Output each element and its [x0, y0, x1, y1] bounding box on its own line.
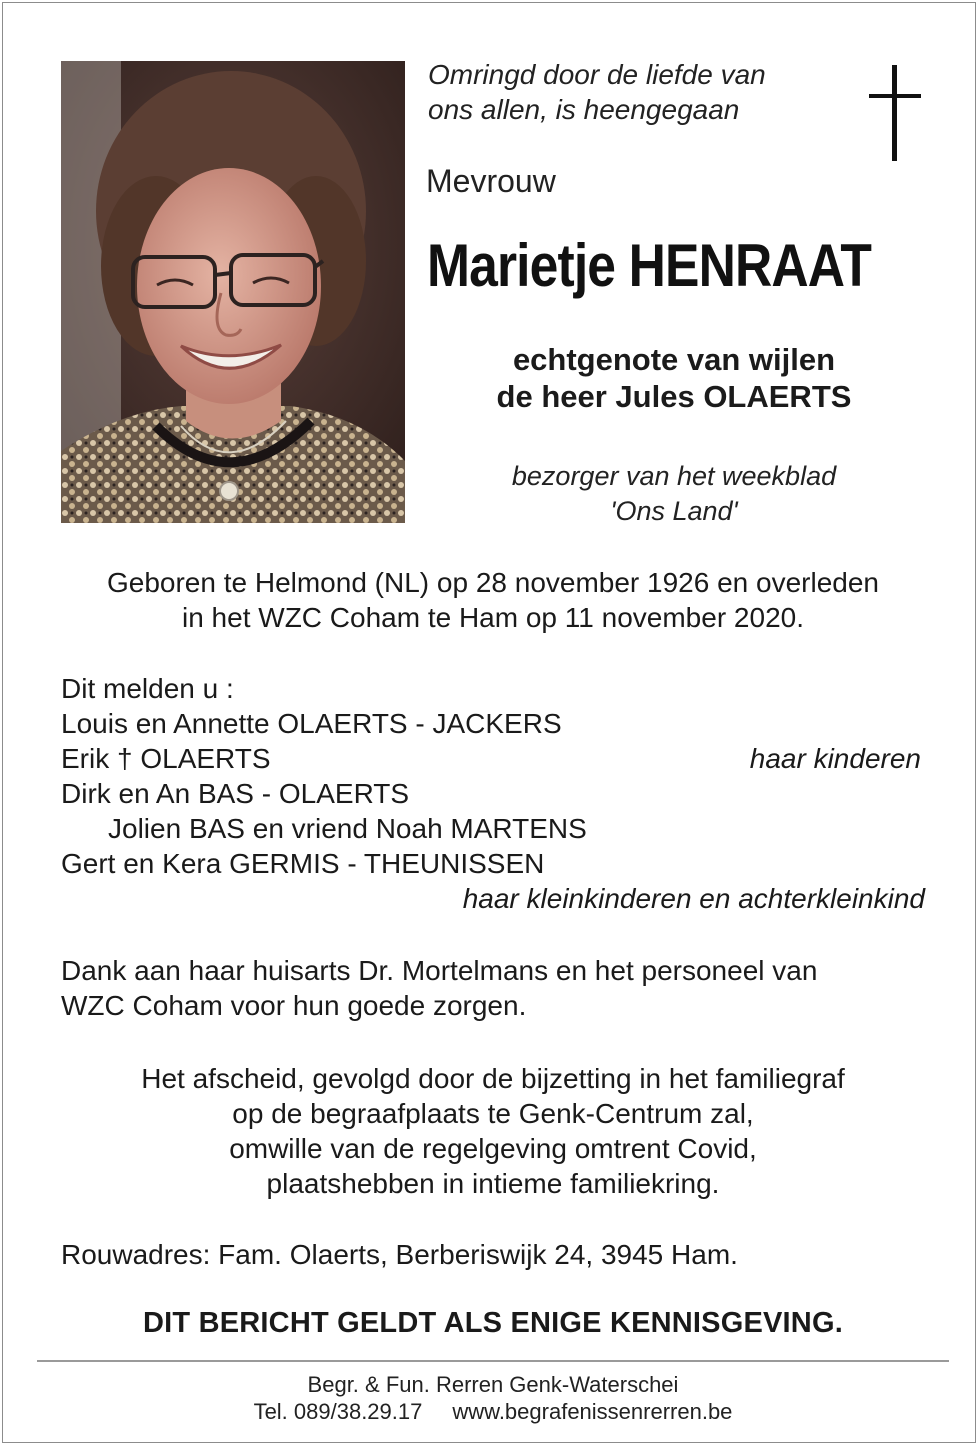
- relatives-heading: Dit melden u :: [61, 673, 234, 704]
- phone-number: Tel. 089/38.29.17: [253, 1399, 423, 1424]
- sole-notice-text: DIT BERICHT GELDT ALS ENIGE KENNISGEVING.: [143, 1307, 843, 1339]
- list-item: Dirk en An BAS - OLAERTS: [61, 778, 410, 809]
- children-label: haar kinderen: [749, 743, 921, 774]
- relatives-list: [61, 671, 927, 916]
- portrait-illustration: [61, 61, 405, 523]
- list-item: [61, 741, 927, 776]
- obituary-card: [2, 2, 976, 1443]
- funeral-company: Begr. & Fun. Rerren Genk-Waterschei: [307, 1372, 679, 1397]
- portrait-photo: [61, 61, 405, 523]
- farewell-text: Het afscheid, gevolgd door de bijzetting in het familiegraf op de begraafplaats te Genk-Centrum zal, omwille van de regelgeving omtrent Covid, plaatshebben in intieme familiekring.: [141, 1063, 845, 1199]
- role-text: bezorger van het weekblad 'Ons Land': [511, 461, 837, 526]
- cross-icon: [865, 65, 925, 165]
- list-item: Louis en Annette OLAERTS - JACKERS: [61, 708, 562, 739]
- website-link[interactable]: www.begrafenissenrerren.be: [452, 1399, 733, 1424]
- relative-name: Erik † OLAERTS: [61, 743, 271, 774]
- thanks-text: Dank aan haar huisarts Dr. Mortelmans en het personeel van WZC Coham voor hun goede zorgen.: [61, 955, 818, 1021]
- deceased-name: Marietje HENRAAT: [427, 232, 872, 299]
- footer: [43, 1371, 943, 1425]
- birth-death-text: Geboren te Helmond (NL) op 28 november 1926 en overleden in het WZC Coham te Ham op 11 november 2020.: [106, 567, 880, 633]
- mourning-address: Rouwadres: Fam. Olaerts, Berberiswijk 24, 3945 Ham.: [61, 1239, 738, 1270]
- spouse-text: echtgenote van wijlen de heer Jules OLAERTS: [496, 342, 852, 414]
- list-item: Jolien BAS en vriend Noah MARTENS: [108, 813, 587, 844]
- divider: [37, 1360, 949, 1362]
- list-item: Gert en Kera GERMIS - THEUNISSEN: [61, 848, 545, 879]
- grandchildren-label: haar kleinkinderen en achterkleinkind: [462, 883, 925, 914]
- honorific: Mevrouw: [426, 163, 556, 199]
- intro-text: Omringd door de liefde van ons allen, is heengegaan: [428, 59, 766, 125]
